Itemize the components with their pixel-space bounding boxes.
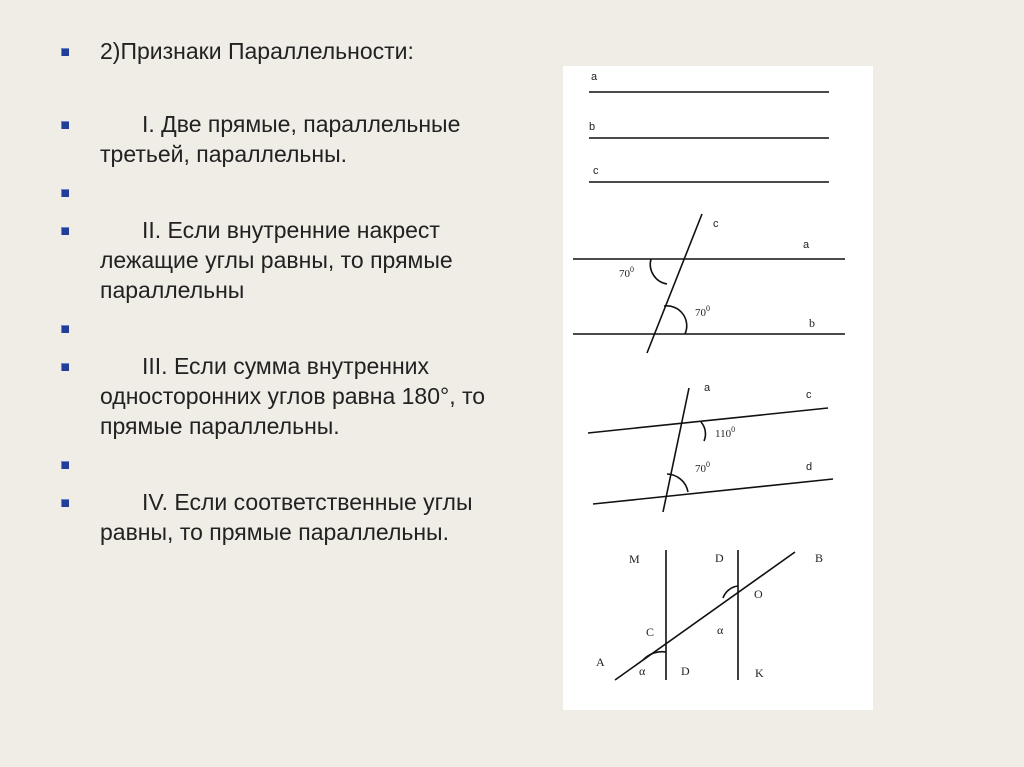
label-a: a: [803, 239, 810, 251]
line-c: [588, 408, 828, 433]
bullet-square-icon: [61, 227, 69, 235]
bullet-list: [55, 36, 525, 547]
transversal-a: [663, 388, 689, 512]
bullet-item-rule-1: [55, 109, 525, 169]
angle-arc: [650, 259, 667, 284]
angle-label-1: $110^0$: [715, 425, 736, 440]
bullet-square-icon: [61, 325, 69, 333]
bullet-text: I. Две прямые, параллельные третьей, параллельны.: [100, 111, 461, 167]
angle-arc: [701, 422, 705, 441]
angle-label-2: $70^0$: [695, 460, 710, 475]
bullet-item-title: [55, 36, 525, 66]
bullet-item-empty: [55, 449, 525, 479]
label-c: c: [713, 218, 719, 230]
bullet-text: 2)Признаки Параллельности:: [100, 38, 414, 64]
bullet-text: IV. Если соответственные углы равны, то прямые параллельны.: [100, 489, 473, 545]
label-d: d: [806, 461, 813, 473]
angle-arc: [643, 652, 666, 660]
line-d: [593, 479, 833, 504]
bullet-text: III. Если сумма внутренних односторонних углов равна 180°, то прямые параллельны.: [100, 353, 486, 439]
angle-arc: [723, 586, 738, 598]
bullet-item-empty: [55, 177, 525, 207]
label-a: A: [596, 655, 605, 669]
line-ab: [615, 552, 795, 680]
label-a: a: [591, 71, 598, 83]
bullet-item-empty: [55, 313, 525, 343]
label-k: K: [755, 666, 764, 680]
label-d-bottom: D: [681, 664, 690, 678]
bullet-item-rule-4: [55, 487, 525, 547]
label-c: c: [806, 389, 812, 401]
label-b: b: [589, 121, 596, 133]
bullet-item-rule-3: [55, 351, 525, 441]
label-c: c: [593, 165, 599, 177]
angle-label-1: $70^0$: [619, 265, 634, 280]
label-c: C: [646, 625, 655, 639]
angle-label-2: $70^0$: [695, 304, 710, 319]
label-b: b: [809, 316, 815, 330]
bullet-square-icon: [61, 363, 69, 371]
label-m: M: [629, 552, 640, 566]
label-d-top: D: [715, 551, 724, 565]
bullet-square-icon: [61, 121, 69, 129]
bullet-square-icon: [61, 461, 69, 469]
geometry-figures: [563, 66, 873, 710]
angle-alpha-1: α: [717, 623, 724, 637]
bullet-item-rule-2: [55, 215, 525, 305]
bullet-square-icon: [61, 499, 69, 507]
label-a: a: [704, 382, 711, 394]
angle-arc: [664, 306, 687, 334]
angle-alpha-2: α: [639, 664, 646, 678]
figures-panel: [563, 66, 873, 710]
label-b: B: [815, 551, 824, 565]
bullet-square-icon: [61, 48, 69, 56]
label-o: O: [754, 587, 763, 601]
transversal-c: [647, 214, 702, 353]
bullet-text: II. Если внутренние накрест лежащие углы равны, то прямые параллельны: [100, 217, 453, 303]
bullet-square-icon: [61, 189, 69, 197]
